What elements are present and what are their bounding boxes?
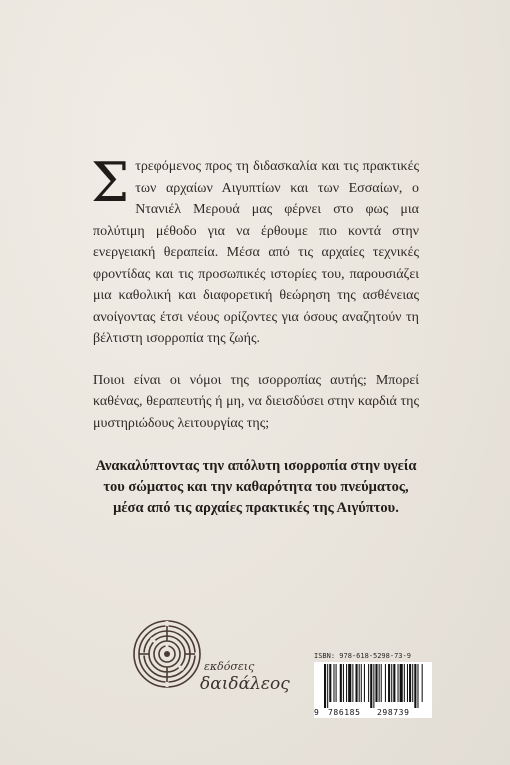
barcode-bar <box>404 664 405 702</box>
barcode-bar <box>346 664 347 702</box>
barcode-bar <box>348 664 351 702</box>
barcode-bar <box>385 664 386 702</box>
labyrinth-logo-icon <box>131 618 203 690</box>
barcode-bar <box>333 664 334 702</box>
barcode-bar <box>336 664 337 702</box>
barcode-icon <box>316 664 430 708</box>
publisher-logo <box>131 618 290 708</box>
isbn-label: ISBN: 978-618-5298-73-9 <box>314 652 411 660</box>
barcode-bar <box>352 664 353 702</box>
barcode-bar <box>381 664 382 702</box>
barcode-bar <box>327 664 328 708</box>
barcode-digit-lead: 9 <box>314 708 319 717</box>
barcode-bar <box>400 664 403 702</box>
publisher-name-line-2: δαιδάλεος <box>200 674 290 694</box>
barcode-bar <box>417 664 418 708</box>
barcode-bar <box>368 664 369 702</box>
barcode-bar <box>370 664 372 708</box>
barcode-bar <box>398 664 399 702</box>
barcode-digits-left: 786185 <box>328 708 361 717</box>
barcode-bar <box>379 664 380 702</box>
blurb <box>91 151 419 519</box>
barcode-bar <box>375 664 377 702</box>
barcode-digits-right: 298739 <box>377 708 410 717</box>
barcode-bar <box>391 664 392 702</box>
barcode-bar <box>407 664 408 702</box>
barcode-bar <box>393 664 395 702</box>
barcode-bar <box>409 664 411 702</box>
barcode-bar <box>359 664 360 702</box>
barcode-bar <box>361 664 362 702</box>
barcode-bar <box>373 664 374 708</box>
barcode-bar <box>412 664 413 702</box>
paragraph-1-text: τρεφόμενος προς τη διδασκαλία και τις πρακτικές των αρχαίων Αιγυπτίων και των Εσσαίων, ο Ντανιέλ Μερουά μας φέρνει στο φως μια πολύτιμη μέθοδο για να έρθουμε πιο κοντά στην ενεργειακή θεραπεία. Μέσα από τις αρχαίες τεχνικές φροντίδας και τις προσωπικές ιστορίες του, παρουσιάζει μια καθολική και διαφορετική θεώρηση της ασθένειας ανοίγοντας έτσι νέους ορίζοντες για όσους αναζητούν τη βέλτιστη ισορροπία της ζωής. <box>93 159 419 346</box>
barcode-bar <box>364 664 365 702</box>
isbn-barcode <box>314 652 432 718</box>
barcode-bar <box>414 664 416 708</box>
barcode-bar <box>388 664 390 702</box>
blurb-tagline: Ανακαλύπτοντας την απόλυτη ισορροπία στην υγεία του σώματος και την καθαρότητα του πνεύματος, μέσα από τις αρχαίες πρακτικές της Αιγύπτου. <box>95 458 417 516</box>
barcode-bar <box>422 664 423 702</box>
barcode-bar <box>356 664 358 702</box>
barcode-bar <box>340 664 342 702</box>
publisher-name-line-1: εκδόσεις <box>204 660 255 673</box>
barcode-bar <box>324 664 326 708</box>
blurb-paragraph-2: Ποιοι είναι οι νόμοι της ισορροπίας αυτής; Μπορεί καθένας, θεραπευτής ή μη, να διεισδύσει στην καρδιά της μυστηριώδους λειτουργίας της; <box>93 372 419 431</box>
barcode-bar <box>329 664 331 702</box>
barcode-bar <box>343 664 344 702</box>
blurb-paragraph-1 <box>91 151 419 350</box>
dropcap: Σ <box>91 151 130 214</box>
